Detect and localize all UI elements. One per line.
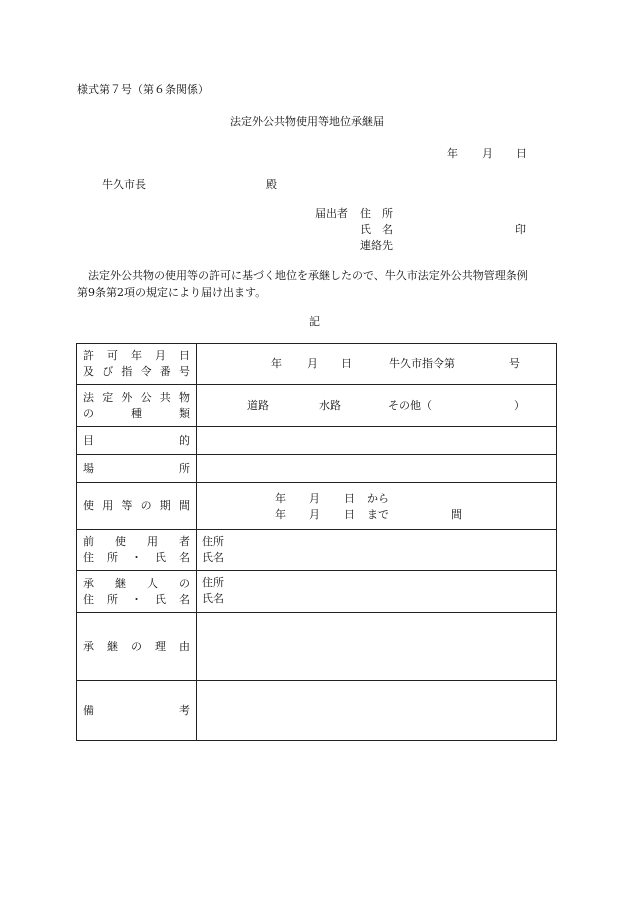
successor-address-label: 住所 — [202, 576, 224, 589]
row-previous-user — [77, 530, 557, 571]
label-char: 日 — [179, 349, 190, 362]
label-char: 定 — [102, 390, 114, 404]
label-char: 年 — [131, 349, 142, 362]
notifier-label: 届出者 — [315, 207, 348, 220]
label-permit-date — [77, 344, 197, 385]
label-char: 令 — [140, 365, 152, 378]
body-text: 法定外公共物の使用等の許可に基づく地位を承継したので、牛久市法定外公共物管理条例第9条第2項の規定により届け出ます。 — [77, 269, 528, 299]
label-char: 号 — [178, 365, 190, 378]
notifier-name-label: 氏 名 — [360, 223, 393, 236]
label-previous-user — [77, 530, 197, 571]
label-char: の — [140, 499, 152, 512]
label-char: 住 — [83, 551, 94, 564]
label-line — [83, 433, 190, 449]
label-char: 場 — [83, 461, 94, 475]
successor-name-label: 氏名 — [202, 592, 224, 605]
label-char: 指 — [121, 365, 133, 378]
value-remarks — [197, 681, 557, 741]
value-previous-user — [197, 530, 557, 571]
label-char: の — [83, 406, 94, 420]
from-suffix: から — [367, 492, 389, 505]
label-char: 者 — [179, 535, 190, 548]
row-kind — [77, 385, 557, 427]
value-reason — [197, 613, 557, 681]
ki-heading: 記 — [309, 315, 320, 328]
previous-user-name-label: 氏名 — [202, 551, 224, 564]
label-line — [83, 406, 190, 422]
label-purpose — [77, 427, 197, 455]
row-place — [77, 455, 557, 483]
label-line — [83, 390, 190, 406]
form-table — [76, 343, 557, 741]
option-other-close: ） — [514, 399, 525, 412]
label-char: 共 — [159, 390, 171, 404]
label-char: 由 — [179, 639, 190, 653]
label-char: 使 — [83, 499, 94, 512]
row-permit-date — [77, 344, 557, 385]
label-char: 所 — [107, 592, 118, 606]
permit-year: 年 — [271, 357, 282, 370]
label-char: 所 — [107, 551, 118, 564]
period-between: 間 — [451, 508, 462, 521]
value-period — [197, 483, 557, 530]
label-char: 及 — [83, 365, 94, 378]
to-month: 月 — [309, 508, 320, 521]
label-char: 許 — [83, 349, 94, 362]
label-char: ・ — [131, 592, 142, 606]
label-place — [77, 455, 197, 483]
label-char: 期 — [159, 499, 171, 512]
seal-mark: 印 — [515, 223, 526, 236]
label-line — [83, 348, 190, 364]
option-other: その他（ — [388, 399, 432, 412]
row-purpose — [77, 427, 557, 455]
value-purpose — [197, 427, 557, 455]
label-char: 的 — [179, 433, 190, 447]
label-line — [83, 498, 190, 514]
label-char: 間 — [178, 499, 190, 512]
label-line — [83, 534, 190, 550]
order-number-suffix: 号 — [509, 357, 520, 370]
label-char: 用 — [102, 499, 114, 512]
label-successor — [77, 571, 197, 613]
label-char: 継 — [107, 639, 118, 653]
addressee-honorific: 殿 — [266, 178, 277, 191]
label-char: 承 — [83, 576, 94, 590]
option-waterway: 水路 — [319, 399, 341, 412]
permit-day: 日 — [341, 357, 352, 370]
value-kind — [197, 385, 557, 427]
label-char: 承 — [83, 639, 94, 653]
addressee-mayor: 牛久市長 — [102, 178, 146, 191]
to-year: 年 — [275, 508, 286, 521]
notifier-address-label: 住 所 — [360, 207, 393, 220]
label-char: び — [102, 365, 114, 378]
label-char: 住 — [83, 592, 94, 606]
from-day: 日 — [344, 492, 355, 505]
label-char: 法 — [83, 390, 94, 404]
label-char: 氏 — [155, 551, 166, 564]
label-char: 人 — [147, 576, 158, 590]
label-char: 理 — [155, 639, 166, 653]
label-char: 外 — [121, 390, 133, 404]
row-period — [77, 483, 557, 530]
label-char: 番 — [159, 365, 171, 378]
label-char: の — [179, 576, 190, 590]
value-permit-date — [197, 344, 557, 385]
document-title: 法定外公共物使用等地位承継届 — [230, 115, 384, 128]
label-char: の — [131, 639, 142, 653]
from-month: 月 — [309, 492, 320, 505]
to-day: 日 — [344, 508, 355, 521]
label-char: 継 — [115, 576, 126, 590]
label-remarks — [77, 681, 197, 741]
from-year: 年 — [275, 492, 286, 505]
form-number: 様式第７号（第６条関係） — [77, 83, 209, 96]
label-char: 目 — [83, 433, 94, 447]
row-remarks — [77, 681, 557, 741]
date-year: 年 — [447, 147, 458, 160]
label-char: 月 — [155, 349, 166, 362]
label-char: 備 — [83, 703, 94, 717]
label-line — [83, 592, 190, 608]
label-char: 類 — [179, 406, 190, 420]
permit-month: 月 — [307, 357, 318, 370]
label-char: 考 — [179, 703, 190, 717]
label-char: 氏 — [155, 592, 166, 606]
label-line — [83, 639, 190, 655]
previous-user-address-label: 住所 — [202, 535, 224, 548]
order-prefix: 牛久市指令第 — [389, 357, 455, 370]
date-month: 月 — [482, 147, 493, 160]
label-char: 公 — [140, 390, 152, 404]
label-char: 名 — [179, 592, 190, 606]
notifier-contact-label: 連絡先 — [360, 239, 393, 252]
label-kind — [77, 385, 197, 427]
label-char: ・ — [131, 551, 142, 564]
row-successor — [77, 571, 557, 613]
label-char: 所 — [179, 461, 190, 475]
label-char: 物 — [178, 390, 190, 404]
label-char: 等 — [121, 499, 133, 512]
value-successor — [197, 571, 557, 613]
label-char: 可 — [107, 349, 118, 362]
label-char: 前 — [83, 535, 94, 548]
label-char: 名 — [179, 551, 190, 564]
row-reason — [77, 613, 557, 681]
to-suffix: まで — [367, 508, 389, 521]
label-char: 使 — [115, 535, 126, 548]
label-line — [83, 576, 190, 592]
value-place — [197, 455, 557, 483]
label-reason — [77, 613, 197, 681]
label-line — [83, 364, 190, 380]
label-line — [83, 461, 190, 477]
label-line — [83, 550, 190, 566]
label-period — [77, 483, 197, 530]
label-char: 用 — [147, 535, 158, 548]
label-char: 種 — [131, 406, 142, 420]
label-line — [83, 703, 190, 719]
option-road: 道路 — [247, 399, 269, 412]
date-day: 日 — [516, 147, 527, 160]
